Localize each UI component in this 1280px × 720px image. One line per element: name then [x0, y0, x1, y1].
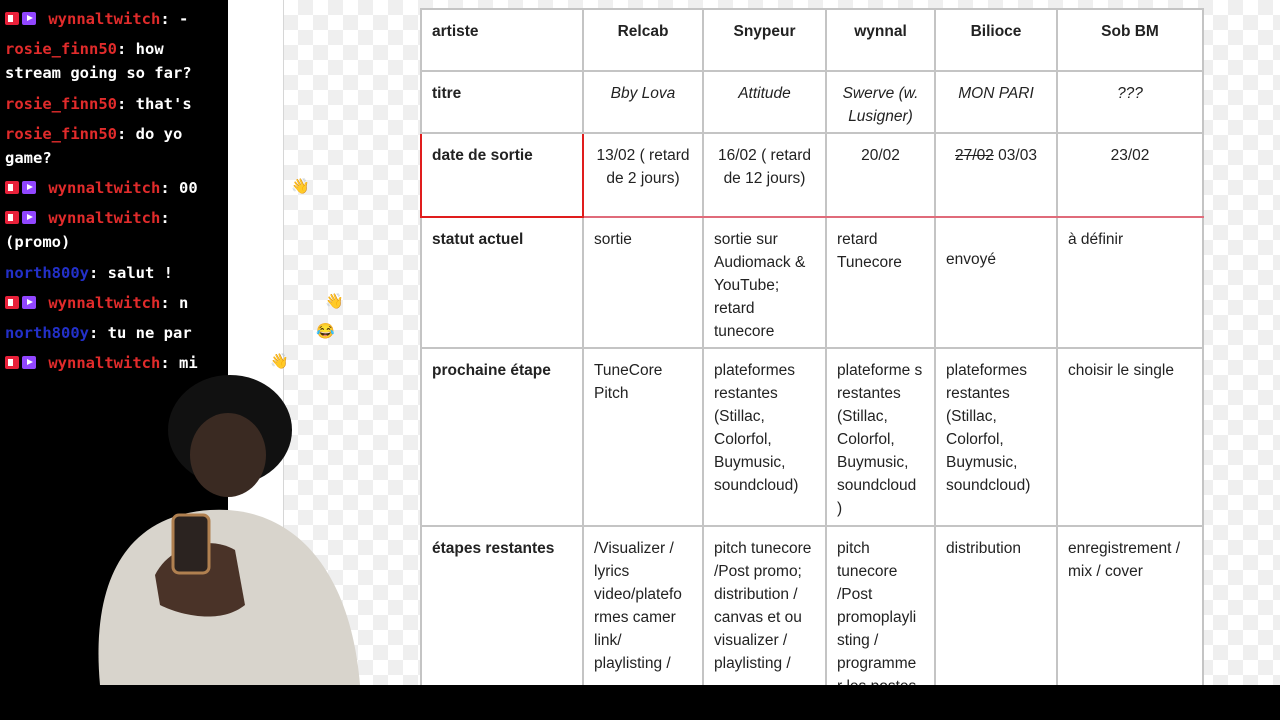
- chat-message: wynnaltwitch: mi: [5, 352, 198, 374]
- chat-message: rosie_finn50: do yo: [5, 125, 183, 143]
- cell-etapes-wynnal: pitch tunecore /Post promoplayli sting / programme: [826, 526, 935, 699]
- chat-text: n: [179, 294, 189, 312]
- video-badge-icon: [22, 356, 36, 369]
- webcam-overlay: [60, 375, 370, 685]
- cell-statut-snypeur: sortie sur Audiomack & YouTube; retard tunecore: [703, 217, 826, 348]
- cell-etapes-snypeur: pitch tunecore /Post promo; distribution / canvas et ou visualizer / playlisting /: [703, 526, 826, 699]
- streamer-silhouette: [98, 375, 360, 685]
- cell-prochaine-relcab: TuneCore Pitch: [583, 348, 703, 526]
- cell-statut-bilioce: envoyé: [935, 217, 1057, 348]
- release-tracker-table: [420, 8, 1204, 700]
- video-badge-icon: [22, 211, 36, 224]
- chat-text: tu ne par: [107, 324, 192, 342]
- struck-date: 27/02: [955, 147, 994, 164]
- cell-titre-wynnal: Swerve (w. Lusigner): [826, 71, 935, 133]
- chat-message: rosie_finn50: that's: [5, 95, 192, 113]
- new-date: 03/03: [998, 147, 1037, 164]
- laugh-emote-icon: 😂: [316, 322, 335, 340]
- chat-message: rosie_finn50: how: [5, 40, 164, 58]
- cell-titre-snypeur: Attitude: [703, 71, 826, 133]
- header-bilioce: Bilioce: [935, 9, 1057, 71]
- chat-username: wynnaltwitch: [48, 10, 161, 28]
- table-header-row: [421, 9, 1203, 71]
- chat-message-continued: game?: [5, 149, 52, 167]
- cell-etapes-sob-bm: enregistrement / mix / cover: [1057, 526, 1203, 699]
- cell-prochaine-wynnal: plateforme s restantes (Stillac, Colorfol, Buymusic, soundcloud ): [826, 348, 935, 526]
- chat-message: wynnaltwitch: 00: [5, 177, 198, 199]
- broadcaster-badge-icon: [5, 356, 19, 369]
- cell-titre-sob-bm: ???: [1057, 71, 1203, 133]
- chat-text: 00: [179, 179, 198, 197]
- video-badge-icon: [22, 296, 36, 309]
- stream-chat: [0, 0, 360, 380]
- header-sob-bm: Sob BM: [1057, 9, 1203, 71]
- chat-username: rosie_finn50: [5, 125, 117, 143]
- header-relcab: Relcab: [583, 9, 703, 71]
- cell-prochaine-snypeur: plateformes restantes (Stillac, Colorfol, Buymusic, soundcloud): [703, 348, 826, 526]
- table-row-etapes: [421, 526, 1203, 699]
- cell-prochaine-bilioce: plateformes restantes (Stillac, Colorfol, Buymusic, soundcloud): [935, 348, 1057, 526]
- chat-username: north800y: [5, 324, 89, 342]
- chat-text: salut !: [107, 264, 173, 282]
- header-artiste: artiste: [421, 9, 583, 71]
- table-row-statut: [421, 217, 1203, 348]
- broadcaster-badge-icon: [5, 296, 19, 309]
- wave-emote-icon: 👋: [291, 177, 310, 195]
- chat-message: north800y: tu ne par: [5, 324, 192, 342]
- chat-message: wynnaltwitch:: [5, 207, 170, 229]
- chat-username: wynnaltwitch: [48, 354, 161, 372]
- row-label-prochaine-etape: prochaine étape: [421, 348, 583, 526]
- cell-date-relcab: 13/02 ( retard de 2 jours): [583, 133, 703, 217]
- broadcaster-badge-icon: [5, 181, 19, 194]
- broadcaster-badge-icon: [5, 12, 19, 25]
- chat-username: rosie_finn50: [5, 95, 117, 113]
- header-snypeur: Snypeur: [703, 9, 826, 71]
- chat-message: wynnaltwitch: n: [5, 292, 188, 314]
- cell-date-snypeur: 16/02 ( retard de 12 jours): [703, 133, 826, 217]
- table-row-date: [421, 133, 1203, 217]
- wave-emote-icon: 👋: [270, 352, 289, 370]
- cell-statut-relcab: sortie: [583, 217, 703, 348]
- cell-etapes-relcab: /Visualizer / lyrics video/platefo rmes camer link/ playlisting /: [583, 526, 703, 699]
- chat-text: mi: [179, 354, 198, 372]
- chat-username: rosie_finn50: [5, 40, 117, 58]
- chat-text: do yo: [135, 125, 183, 143]
- cell-statut-sob-bm: à définir: [1057, 217, 1203, 348]
- chat-username: wynnaltwitch: [48, 294, 161, 312]
- chat-text: how: [135, 40, 164, 58]
- table-row-titre: [421, 71, 1203, 133]
- cell-date-sob-bm: 23/02: [1057, 133, 1203, 217]
- broadcaster-badge-icon: [5, 211, 19, 224]
- row-label-date-de-sortie: date de sortie: [421, 133, 583, 217]
- row-label-titre: titre: [421, 71, 583, 133]
- cell-date-bilioce: [935, 133, 1057, 217]
- chat-username: wynnaltwitch: [48, 209, 161, 227]
- header-wynnal: wynnal: [826, 9, 935, 71]
- cell-titre-bilioce: MON PARI: [935, 71, 1057, 133]
- chat-message-continued: stream going so far?: [5, 64, 192, 82]
- cell-prochaine-sob-bm: choisir le single: [1057, 348, 1203, 526]
- chat-message-continued: (promo): [5, 233, 71, 251]
- row-label-statut-actuel: statut actuel: [421, 217, 583, 348]
- video-badge-icon: [22, 12, 36, 25]
- chat-text: -: [179, 10, 189, 28]
- chat-username: north800y: [5, 264, 89, 282]
- chat-text: that's: [135, 95, 192, 113]
- cell-titre-relcab: Bby Lova: [583, 71, 703, 133]
- chat-username: wynnaltwitch: [48, 179, 161, 197]
- wave-emote-icon: 👋: [325, 292, 344, 310]
- table-row-prochaine: [421, 348, 1203, 526]
- cell-etapes-bilioce: distribution: [935, 526, 1057, 699]
- video-badge-icon: [22, 181, 36, 194]
- chat-message: wynnaltwitch: -: [5, 8, 188, 30]
- cell-date-wynnal: 20/02: [826, 133, 935, 217]
- bottom-bar: [0, 685, 1280, 720]
- row-label-etapes-restantes: étapes restantes: [421, 526, 583, 699]
- chat-message: north800y: salut !: [5, 264, 173, 282]
- cell-statut-wynnal: retard Tunecore: [826, 217, 935, 348]
